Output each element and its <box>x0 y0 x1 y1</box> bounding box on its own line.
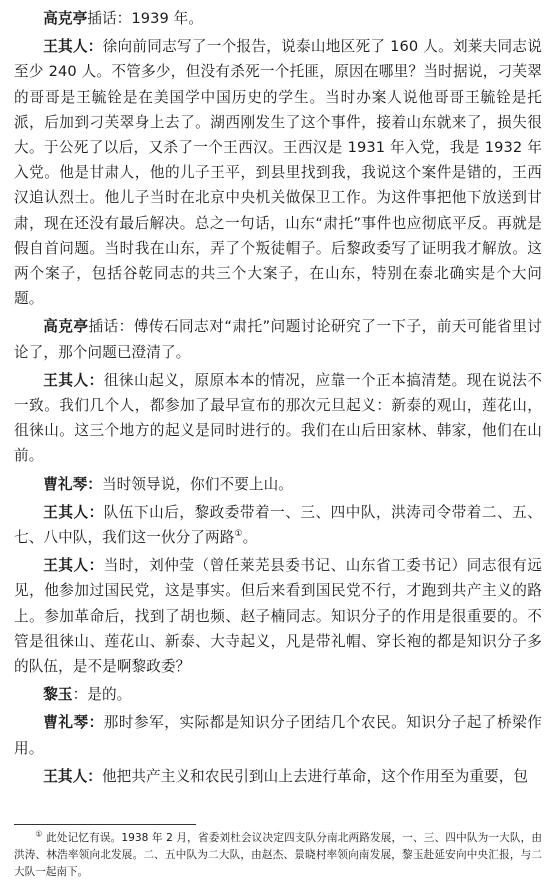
speaker-name: 王其人： <box>43 557 104 575</box>
paragraph-text: 当时，刘仲莹（曾任莱芜县委书记、山东省工委书记）同志很有远见，他参加过国民党，这是事实。但后来看到国民党不行，才跑到共产主义的路上。参加革命后，找到了胡也频、赵子楠同志。知识分子的作用是很重要的。不管是徂徕山、莲花山、新泰、大寺起义，凡是带礼帽、穿长袍的都是知识分子多的队伍，是不是啊黎政委？ <box>14 557 542 676</box>
paragraph-text: 当时领导说，你们不要上山。 <box>101 475 293 493</box>
speaker-name: 高克亭 <box>43 318 89 336</box>
paragraph <box>14 710 542 760</box>
paragraph <box>14 368 542 469</box>
footnote <box>14 830 542 881</box>
paragraph <box>14 764 542 789</box>
paragraph-text: 那时参军，实际都是知识分子团结几个农民。知识分子起了桥梁作用。 <box>14 714 542 757</box>
paragraph <box>14 472 542 497</box>
speaker-name: 王其人： <box>43 767 102 785</box>
speaker-name: 王其人： <box>43 38 103 56</box>
paragraph-text-tail: 。 <box>242 529 258 547</box>
paragraph <box>14 553 542 679</box>
paragraph-text: 他把共产主义和农民引到山上去进行革命，这个作用至为重要，包 <box>101 767 529 785</box>
footnote-reference[interactable]: ① <box>234 529 243 540</box>
document-body <box>14 6 542 792</box>
speaker-name: 曹礼琴： <box>43 475 102 493</box>
paragraph <box>14 6 542 31</box>
paragraph-text: 队伍下山后，黎政委带着一、三、四中队，洪涛司令带着二、五、七、八中队，我们这一伙分了两路 <box>14 503 542 547</box>
paragraph-text: ：是的。 <box>72 686 132 704</box>
speaker-name: 王其人： <box>43 503 104 521</box>
speaker-name: 王其人： <box>43 371 104 389</box>
paragraph <box>14 682 542 707</box>
speaker-name: 曹礼琴： <box>43 714 104 732</box>
paragraph <box>14 314 542 364</box>
footnote-mark: ① <box>35 829 43 839</box>
footnote-text: 此处记忆有误。1938 年 2 月，省委刘杜会议决定四支队分南北两路发展，一、三、四中队为一大队，由洪涛、林浩率领向北发展。二、五中队为二大队，由赵杰、景晓村率领向南发展，黎玉赴延安向中央汇报，与二大队一起南下。 <box>14 832 542 878</box>
paragraph-text: 插话：傅传石同志对“肃托”问题讨论研究了一下子，前天可能省里讨论了，那个问题已澄清了。 <box>14 318 542 361</box>
paragraph <box>14 500 542 550</box>
paragraph-text: 插话：1939 年。 <box>87 10 204 27</box>
paragraph-text: 徐向前同志写了一个报告，说泰山地区死了 160 人。刘莱夫同志说至少 240 人。不管多少，但没有杀死一个托匪，原因在哪里？当时据说，刁芙翠的哥哥是王毓铨是在美国学中国历史的学生。当时办案人说他哥哥王毓铨是托派，后加到刁芙翠身上去了。湖西刚发生了这个事件，接着山东就来了，损失很大。于公死了以后，又杀了一个王西汉。王西汉是 1931 年入党，我是 1932 年入党。他是甘肃人，他的儿子王平，到县里找到我，我说这个案件是错的，王西汉追认烈士。他儿子当时在北京中央机关做保卫工作。为这件事把他下放送到甘肃，现在还没有最后解决。总之一句话，山东“肃托”事件也应彻底平反。再就是假自首问题。当时我在山东，弄了个叛徒帽子。后黎政委写了证明我才解放。这两个案子，包括谷乾同志的共三个大案子，在山东，特别在泰北确实是个大问题。 <box>14 38 542 308</box>
speaker-name: 高克亭 <box>43 10 88 27</box>
speaker-name: 黎玉 <box>43 686 73 704</box>
footnote-divider <box>14 824 196 825</box>
paragraph <box>14 34 542 311</box>
paragraph-text: 徂徕山起义，原原本本的情况，应靠一个正本搞清楚。现在说法不一致。我们几个人，都参加了最早宣布的那次元旦起义：新泰的观山，莲花山，徂徕山。这三个地方的起义是同时进行的。我们在山后田家林、韩家，他们在山前。 <box>14 371 542 465</box>
